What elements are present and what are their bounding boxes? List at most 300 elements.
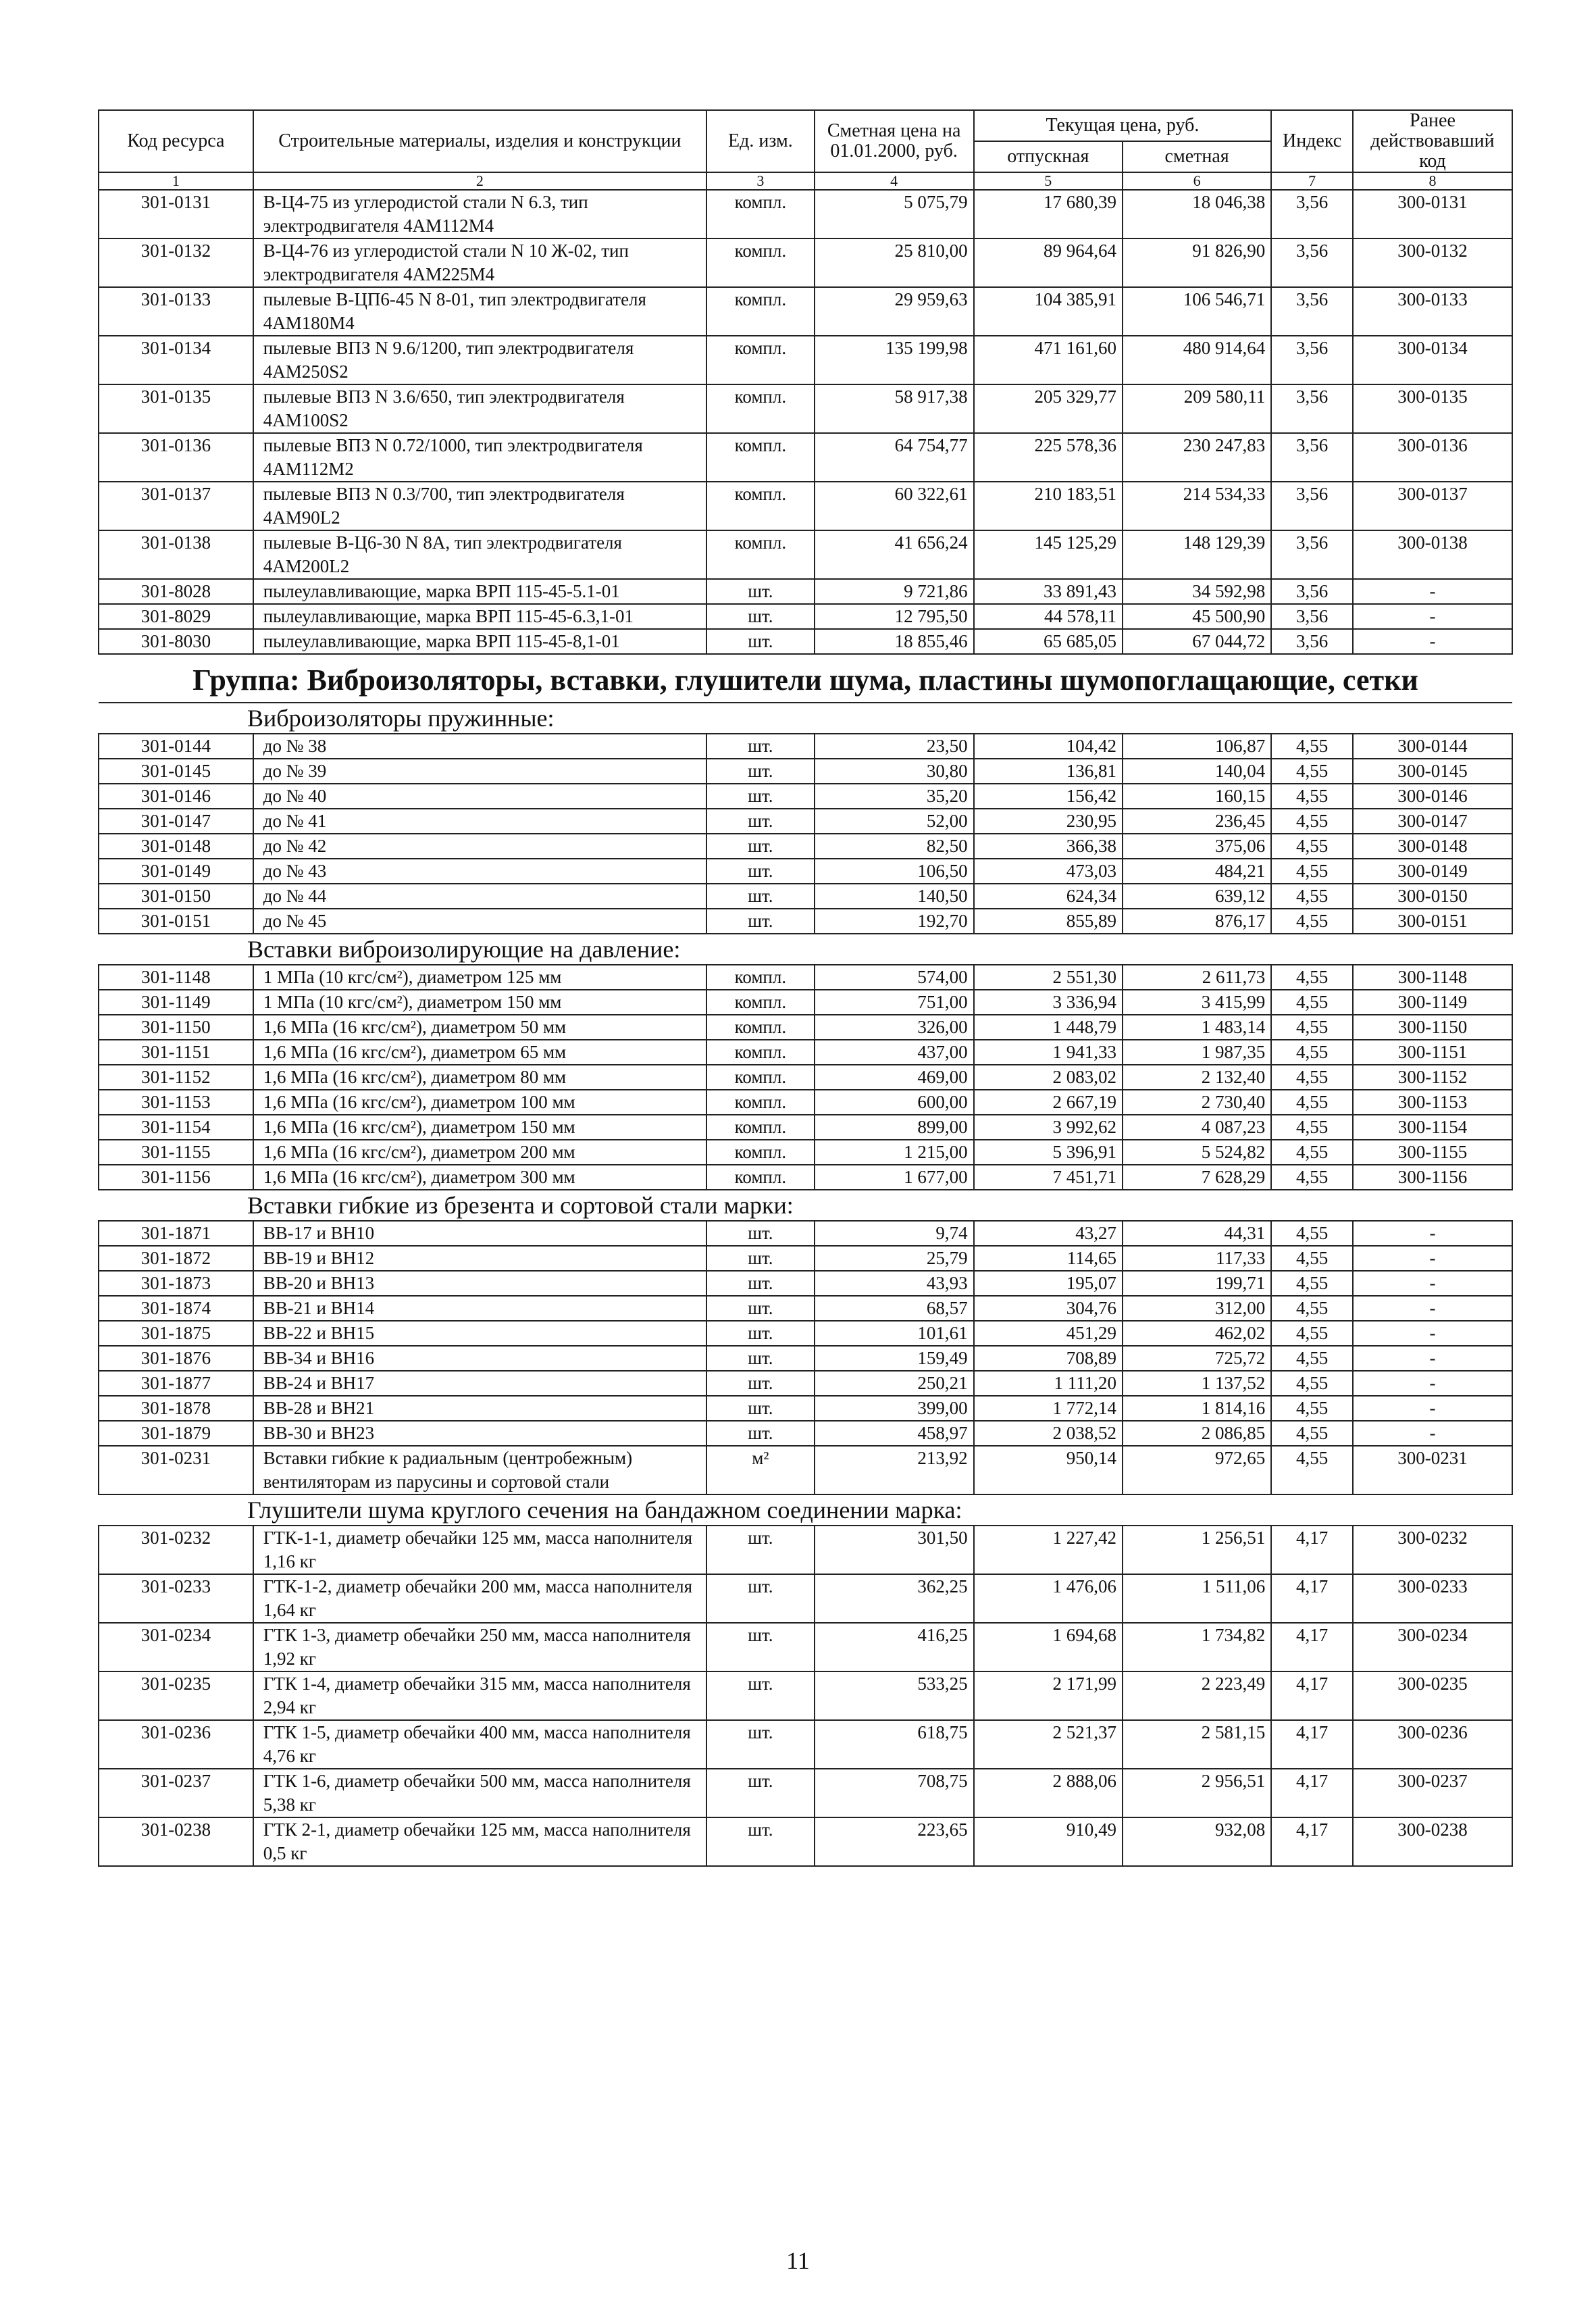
table-row [99, 784, 1512, 809]
cell-prev: - [1353, 1396, 1512, 1421]
cell-sell: 230,95 [974, 809, 1123, 834]
cell-base: 1 677,00 [815, 1165, 974, 1190]
cell-sell: 1 227,42 [974, 1526, 1123, 1574]
cell-idx: 3,56 [1271, 482, 1353, 530]
cell-prev: 300-0133 [1353, 287, 1512, 336]
cell-code: 301-0147 [99, 809, 253, 834]
cell-idx: 4,55 [1271, 884, 1353, 909]
cell-name: до № 42 [253, 834, 706, 859]
cell-code: 301-1879 [99, 1421, 253, 1446]
table-row [99, 1115, 1512, 1140]
cell-name: ВВ-24 и ВН17 [253, 1371, 706, 1396]
cell-est: 91 826,90 [1123, 238, 1271, 287]
table-row [99, 1346, 1512, 1371]
section-title: Глушители шума круглого сечения на бандажном соединении марка: [99, 1494, 1512, 1526]
col-estimate: сметная [1123, 141, 1271, 172]
cell-name: 1 МПа (10 кгс/см²), диаметром 150 мм [253, 990, 706, 1015]
cell-code: 301-1875 [99, 1321, 253, 1346]
cell-sell: 2 551,30 [974, 965, 1123, 990]
cell-name: ВВ-20 и ВН13 [253, 1271, 706, 1296]
cell-name: 1,6 МПа (16 кгс/см²), диаметром 80 мм [253, 1065, 706, 1090]
cell-sell: 473,03 [974, 859, 1123, 884]
cell-sell: 33 891,43 [974, 579, 1123, 604]
cell-name: до № 45 [253, 909, 706, 934]
cell-code: 301-0150 [99, 884, 253, 909]
cell-prev: 300-0145 [1353, 759, 1512, 784]
cell-est: 5 524,82 [1123, 1140, 1271, 1165]
section-row [99, 1494, 1512, 1526]
cell-prev: 300-1154 [1353, 1115, 1512, 1140]
cell-prev: - [1353, 1271, 1512, 1296]
cell-sell: 2 667,19 [974, 1090, 1123, 1115]
cell-sell: 1 694,68 [974, 1623, 1123, 1671]
table-row [99, 1446, 1512, 1494]
section-title: Вставки виброизолирующие на давление: [99, 934, 1512, 965]
col-prev-code: Ранее действовавший код [1353, 110, 1512, 172]
cell-prev: 300-0148 [1353, 834, 1512, 859]
cell-code: 301-1873 [99, 1271, 253, 1296]
table-row [99, 1421, 1512, 1446]
cell-base: 41 656,24 [815, 530, 974, 579]
cell-base: 43,93 [815, 1271, 974, 1296]
cell-prev: 300-1153 [1353, 1090, 1512, 1115]
cell-est: 2 223,49 [1123, 1671, 1271, 1720]
cell-idx: 4,55 [1271, 1421, 1353, 1446]
price-table [98, 109, 1513, 1867]
cell-unit: шт. [706, 1321, 814, 1346]
cell-idx: 4,55 [1271, 1346, 1353, 1371]
cell-idx: 4,55 [1271, 1065, 1353, 1090]
cell-sell: 225 578,36 [974, 433, 1123, 482]
cell-est: 4 087,23 [1123, 1115, 1271, 1140]
cell-code: 301-1155 [99, 1140, 253, 1165]
cell-code: 301-0133 [99, 287, 253, 336]
table-row [99, 1065, 1512, 1090]
cell-est: 972,65 [1123, 1446, 1271, 1494]
cell-sell: 44 578,11 [974, 604, 1123, 629]
cell-idx: 3,56 [1271, 336, 1353, 384]
cell-sell: 17 680,39 [974, 190, 1123, 238]
cell-sell: 104 385,91 [974, 287, 1123, 336]
cell-base: 25,79 [815, 1246, 974, 1271]
cell-code: 301-0137 [99, 482, 253, 530]
cell-name: ВВ-30 и ВН23 [253, 1421, 706, 1446]
cell-code: 301-0232 [99, 1526, 253, 1574]
cell-idx: 4,17 [1271, 1817, 1353, 1866]
table-row [99, 190, 1512, 238]
cell-est: 480 914,64 [1123, 336, 1271, 384]
cell-unit: шт. [706, 784, 814, 809]
cell-idx: 4,55 [1271, 809, 1353, 834]
cell-base: 362,25 [815, 1574, 974, 1623]
cell-unit: компл. [706, 1165, 814, 1190]
cell-est: 18 046,38 [1123, 190, 1271, 238]
cell-est: 639,12 [1123, 884, 1271, 909]
cell-name: Вставки гибкие к радиальным (центробежным) вентиляторам из парусины и сортовой стали [253, 1446, 706, 1494]
cell-base: 60 322,61 [815, 482, 974, 530]
cell-est: 45 500,90 [1123, 604, 1271, 629]
cell-base: 68,57 [815, 1296, 974, 1321]
cell-code: 301-1156 [99, 1165, 253, 1190]
cell-idx: 4,55 [1271, 734, 1353, 759]
cell-idx: 4,55 [1271, 909, 1353, 934]
cell-unit: шт. [706, 1769, 814, 1817]
table-row [99, 336, 1512, 384]
cell-est: 236,45 [1123, 809, 1271, 834]
table-row [99, 1371, 1512, 1396]
cell-unit: шт. [706, 1346, 814, 1371]
cell-name: до № 44 [253, 884, 706, 909]
cell-est: 106,87 [1123, 734, 1271, 759]
cell-prev: 300-0149 [1353, 859, 1512, 884]
cell-code: 301-1150 [99, 1015, 253, 1040]
cell-idx: 4,55 [1271, 1140, 1353, 1165]
cell-sell: 855,89 [974, 909, 1123, 934]
cell-base: 437,00 [815, 1040, 974, 1065]
table-row [99, 1769, 1512, 1817]
cell-name: ВВ-22 и ВН15 [253, 1321, 706, 1346]
cell-est: 1 987,35 [1123, 1040, 1271, 1065]
cell-base: 159,49 [815, 1346, 974, 1371]
cell-est: 44,31 [1123, 1221, 1271, 1246]
cell-est: 2 132,40 [1123, 1065, 1271, 1090]
cell-base: 25 810,00 [815, 238, 974, 287]
cell-sell: 195,07 [974, 1271, 1123, 1296]
cell-idx: 4,17 [1271, 1574, 1353, 1623]
cell-prev: 300-0131 [1353, 190, 1512, 238]
cell-prev: 300-0236 [1353, 1720, 1512, 1769]
cell-est: 209 580,11 [1123, 384, 1271, 433]
cell-sell: 89 964,64 [974, 238, 1123, 287]
cell-prev: 300-0134 [1353, 336, 1512, 384]
table-row [99, 384, 1512, 433]
col-code: Код ресурса [99, 110, 253, 172]
cell-sell: 205 329,77 [974, 384, 1123, 433]
cell-base: 12 795,50 [815, 604, 974, 629]
table-row [99, 1396, 1512, 1421]
table-body [99, 190, 1512, 1866]
section-row [99, 1190, 1512, 1221]
cell-base: 192,70 [815, 909, 974, 934]
cell-unit: шт. [706, 1574, 814, 1623]
cell-base: 416,25 [815, 1623, 974, 1671]
table-row [99, 1671, 1512, 1720]
cell-name: ГТК 1-5, диаметр обечайки 400 мм, масса наполнителя 4,76 кг [253, 1720, 706, 1769]
cell-prev: - [1353, 579, 1512, 604]
cell-code: 301-0231 [99, 1446, 253, 1494]
table-row [99, 1090, 1512, 1115]
cell-base: 751,00 [815, 990, 974, 1015]
cell-est: 312,00 [1123, 1296, 1271, 1321]
table-row [99, 530, 1512, 579]
cell-prev: 300-1148 [1353, 965, 1512, 990]
cell-prev: - [1353, 604, 1512, 629]
cell-unit: шт. [706, 1221, 814, 1246]
cell-prev: 300-0136 [1353, 433, 1512, 482]
cell-code: 301-0136 [99, 433, 253, 482]
cell-base: 30,80 [815, 759, 974, 784]
cell-prev: 300-0233 [1353, 1574, 1512, 1623]
cell-sell: 1 772,14 [974, 1396, 1123, 1421]
cell-idx: 4,55 [1271, 1090, 1353, 1115]
cell-code: 301-0235 [99, 1671, 253, 1720]
col-current-price: Текущая цена, руб. [974, 110, 1272, 141]
cell-idx: 4,55 [1271, 1040, 1353, 1065]
table-row [99, 1246, 1512, 1271]
cell-prev: 300-0132 [1353, 238, 1512, 287]
table-row [99, 604, 1512, 629]
cell-name: пылевые В-Ц6-30 N 8А, тип электродвигателя 4АМ200L2 [253, 530, 706, 579]
cell-sell: 3 336,94 [974, 990, 1123, 1015]
table-row [99, 1526, 1512, 1574]
table-row [99, 1817, 1512, 1866]
cell-est: 1 814,16 [1123, 1396, 1271, 1421]
cell-unit: компл. [706, 287, 814, 336]
cell-est: 2 956,51 [1123, 1769, 1271, 1817]
cell-sell: 114,65 [974, 1246, 1123, 1271]
section-row [99, 934, 1512, 965]
cell-sell: 2 171,99 [974, 1671, 1123, 1720]
cell-unit: шт. [706, 1246, 814, 1271]
cell-prev: 300-0238 [1353, 1817, 1512, 1866]
cell-sell: 451,29 [974, 1321, 1123, 1346]
cell-unit: шт. [706, 1371, 814, 1396]
cell-name: ВВ-28 и ВН21 [253, 1396, 706, 1421]
cell-prev: 300-0144 [1353, 734, 1512, 759]
cell-code: 301-0238 [99, 1817, 253, 1866]
cell-name: 1,6 МПа (16 кгс/см²), диаметром 150 мм [253, 1115, 706, 1140]
cell-base: 213,92 [815, 1446, 974, 1494]
cell-code: 301-1876 [99, 1346, 253, 1371]
cell-base: 140,50 [815, 884, 974, 909]
cell-code: 301-0146 [99, 784, 253, 809]
table-row [99, 1140, 1512, 1165]
cell-base: 618,75 [815, 1720, 974, 1769]
cell-unit: компл. [706, 965, 814, 990]
cell-unit: шт. [706, 834, 814, 859]
cell-base: 533,25 [815, 1671, 974, 1720]
cell-prev: - [1353, 1346, 1512, 1371]
cell-unit: шт. [706, 1817, 814, 1866]
table-row [99, 1015, 1512, 1040]
table-row [99, 834, 1512, 859]
cell-unit: шт. [706, 1720, 814, 1769]
cell-sell: 7 451,71 [974, 1165, 1123, 1190]
cell-base: 35,20 [815, 784, 974, 809]
cell-sell: 145 125,29 [974, 530, 1123, 579]
cell-unit: шт. [706, 809, 814, 834]
cell-prev: 300-0151 [1353, 909, 1512, 934]
cell-est: 2 730,40 [1123, 1090, 1271, 1115]
table-row [99, 1321, 1512, 1346]
cell-name: В-Ц4-75 из углеродистой стали N 6.3, тип электродвигателя 4АМ112М4 [253, 190, 706, 238]
cell-idx: 4,55 [1271, 990, 1353, 1015]
cell-sell: 366,38 [974, 834, 1123, 859]
cell-prev: 300-1155 [1353, 1140, 1512, 1165]
col-number: 1 [99, 172, 253, 190]
cell-idx: 4,55 [1271, 1396, 1353, 1421]
cell-prev: 300-1150 [1353, 1015, 1512, 1040]
cell-idx: 3,56 [1271, 433, 1353, 482]
cell-unit: шт. [706, 1671, 814, 1720]
cell-sell: 471 161,60 [974, 336, 1123, 384]
cell-est: 34 592,98 [1123, 579, 1271, 604]
cell-code: 301-0134 [99, 336, 253, 384]
column-numbers [99, 172, 1512, 190]
cell-idx: 4,55 [1271, 759, 1353, 784]
table-row [99, 809, 1512, 834]
cell-sell: 2 521,37 [974, 1720, 1123, 1769]
cell-sell: 136,81 [974, 759, 1123, 784]
cell-unit: компл. [706, 990, 814, 1015]
page-number: 11 [786, 2247, 810, 2274]
section-title: Виброизоляторы пружинные: [99, 703, 1512, 734]
cell-base: 1 215,00 [815, 1140, 974, 1165]
cell-unit: шт. [706, 909, 814, 934]
cell-code: 301-1877 [99, 1371, 253, 1396]
cell-base: 106,50 [815, 859, 974, 884]
cell-idx: 4,55 [1271, 1321, 1353, 1346]
cell-name: пылевые ВПЗ N 0.3/700, тип электродвигателя 4АМ90L2 [253, 482, 706, 530]
cell-name: ГТК 1-3, диаметр обечайки 250 мм, масса наполнителя 1,92 кг [253, 1623, 706, 1671]
table-row [99, 433, 1512, 482]
cell-prev: 300-0231 [1353, 1446, 1512, 1494]
cell-unit: компл. [706, 1015, 814, 1040]
table-row [99, 1221, 1512, 1246]
cell-code: 301-8029 [99, 604, 253, 629]
table-row [99, 1165, 1512, 1190]
cell-sell: 950,14 [974, 1446, 1123, 1494]
cell-prev: - [1353, 1221, 1512, 1246]
cell-code: 301-0132 [99, 238, 253, 287]
cell-unit: шт. [706, 884, 814, 909]
table-header [99, 110, 1512, 190]
cell-unit: компл. [706, 238, 814, 287]
cell-sell: 65 685,05 [974, 629, 1123, 654]
cell-base: 23,50 [815, 734, 974, 759]
cell-prev: 300-1156 [1353, 1165, 1512, 1190]
cell-unit: компл. [706, 1115, 814, 1140]
cell-base: 458,97 [815, 1421, 974, 1446]
table-row [99, 734, 1512, 759]
cell-name: 1 МПа (10 кгс/см²), диаметром 125 мм [253, 965, 706, 990]
table-row [99, 482, 1512, 530]
cell-base: 64 754,77 [815, 433, 974, 482]
cell-base: 469,00 [815, 1065, 974, 1090]
cell-code: 301-1872 [99, 1246, 253, 1271]
col-number: 3 [706, 172, 814, 190]
col-name: Строительные материалы, изделия и конструкции [253, 110, 706, 172]
cell-name: пылевые ВПЗ N 9.6/1200, тип электродвигателя 4АМ250S2 [253, 336, 706, 384]
cell-est: 214 534,33 [1123, 482, 1271, 530]
cell-code: 301-0145 [99, 759, 253, 784]
cell-sell: 104,42 [974, 734, 1123, 759]
table-row [99, 1574, 1512, 1623]
cell-prev: 300-1151 [1353, 1040, 1512, 1065]
cell-sell: 708,89 [974, 1346, 1123, 1371]
cell-code: 301-0237 [99, 1769, 253, 1817]
cell-prev: 300-0150 [1353, 884, 1512, 909]
cell-code: 301-1871 [99, 1221, 253, 1246]
cell-code: 301-1149 [99, 990, 253, 1015]
cell-idx: 4,55 [1271, 784, 1353, 809]
cell-code: 301-0233 [99, 1574, 253, 1623]
cell-base: 301,50 [815, 1526, 974, 1574]
cell-idx: 4,17 [1271, 1671, 1353, 1720]
cell-idx: 4,55 [1271, 1371, 1353, 1396]
cell-idx: 4,55 [1271, 1271, 1353, 1296]
cell-unit: компл. [706, 190, 814, 238]
cell-code: 301-0151 [99, 909, 253, 934]
cell-base: 9,74 [815, 1221, 974, 1246]
table-row [99, 238, 1512, 287]
cell-code: 301-1148 [99, 965, 253, 990]
col-number: 5 [974, 172, 1123, 190]
cell-prev: - [1353, 1321, 1512, 1346]
cell-est: 1 483,14 [1123, 1015, 1271, 1040]
cell-prev: 300-0137 [1353, 482, 1512, 530]
cell-idx: 4,55 [1271, 1246, 1353, 1271]
cell-unit: компл. [706, 1065, 814, 1090]
cell-unit: компл. [706, 336, 814, 384]
cell-idx: 4,17 [1271, 1526, 1353, 1574]
cell-base: 29 959,63 [815, 287, 974, 336]
col-selling: отпускная [974, 141, 1123, 172]
cell-unit: шт. [706, 1296, 814, 1321]
cell-name: пылеулавливающие, марка ВРП 115-45-8,1-01 [253, 629, 706, 654]
cell-code: 301-8028 [99, 579, 253, 604]
section-row [99, 703, 1512, 734]
cell-prev: 300-0234 [1353, 1623, 1512, 1671]
cell-est: 3 415,99 [1123, 990, 1271, 1015]
cell-prev: - [1353, 629, 1512, 654]
cell-prev: 300-0147 [1353, 809, 1512, 834]
cell-idx: 3,56 [1271, 190, 1353, 238]
cell-code: 301-0149 [99, 859, 253, 884]
cell-prev: - [1353, 1371, 1512, 1396]
cell-base: 574,00 [815, 965, 974, 990]
col-unit: Ед. изм. [706, 110, 814, 172]
cell-code: 301-0148 [99, 834, 253, 859]
cell-sell: 2 083,02 [974, 1065, 1123, 1090]
table-row [99, 759, 1512, 784]
table-row [99, 287, 1512, 336]
cell-prev: 300-0237 [1353, 1769, 1512, 1817]
cell-code: 301-1151 [99, 1040, 253, 1065]
cell-idx: 4,55 [1271, 1165, 1353, 1190]
col-number: 6 [1123, 172, 1271, 190]
cell-code: 301-1152 [99, 1065, 253, 1090]
cell-est: 117,33 [1123, 1246, 1271, 1271]
cell-est: 484,21 [1123, 859, 1271, 884]
cell-unit: шт. [706, 1623, 814, 1671]
cell-sell: 43,27 [974, 1221, 1123, 1246]
cell-base: 135 199,98 [815, 336, 974, 384]
cell-idx: 4,55 [1271, 834, 1353, 859]
col-index: Индекс [1271, 110, 1353, 172]
cell-est: 67 044,72 [1123, 629, 1271, 654]
cell-prev: - [1353, 1421, 1512, 1446]
cell-name: пылевые ВПЗ N 3.6/650, тип электродвигателя 4АМ100S2 [253, 384, 706, 433]
cell-code: 301-0144 [99, 734, 253, 759]
cell-name: ВВ-19 и ВН12 [253, 1246, 706, 1271]
cell-code: 301-1154 [99, 1115, 253, 1140]
cell-est: 230 247,83 [1123, 433, 1271, 482]
cell-code: 301-0138 [99, 530, 253, 579]
cell-est: 2 611,73 [1123, 965, 1271, 990]
cell-idx: 4,17 [1271, 1720, 1353, 1769]
cell-base: 58 917,38 [815, 384, 974, 433]
